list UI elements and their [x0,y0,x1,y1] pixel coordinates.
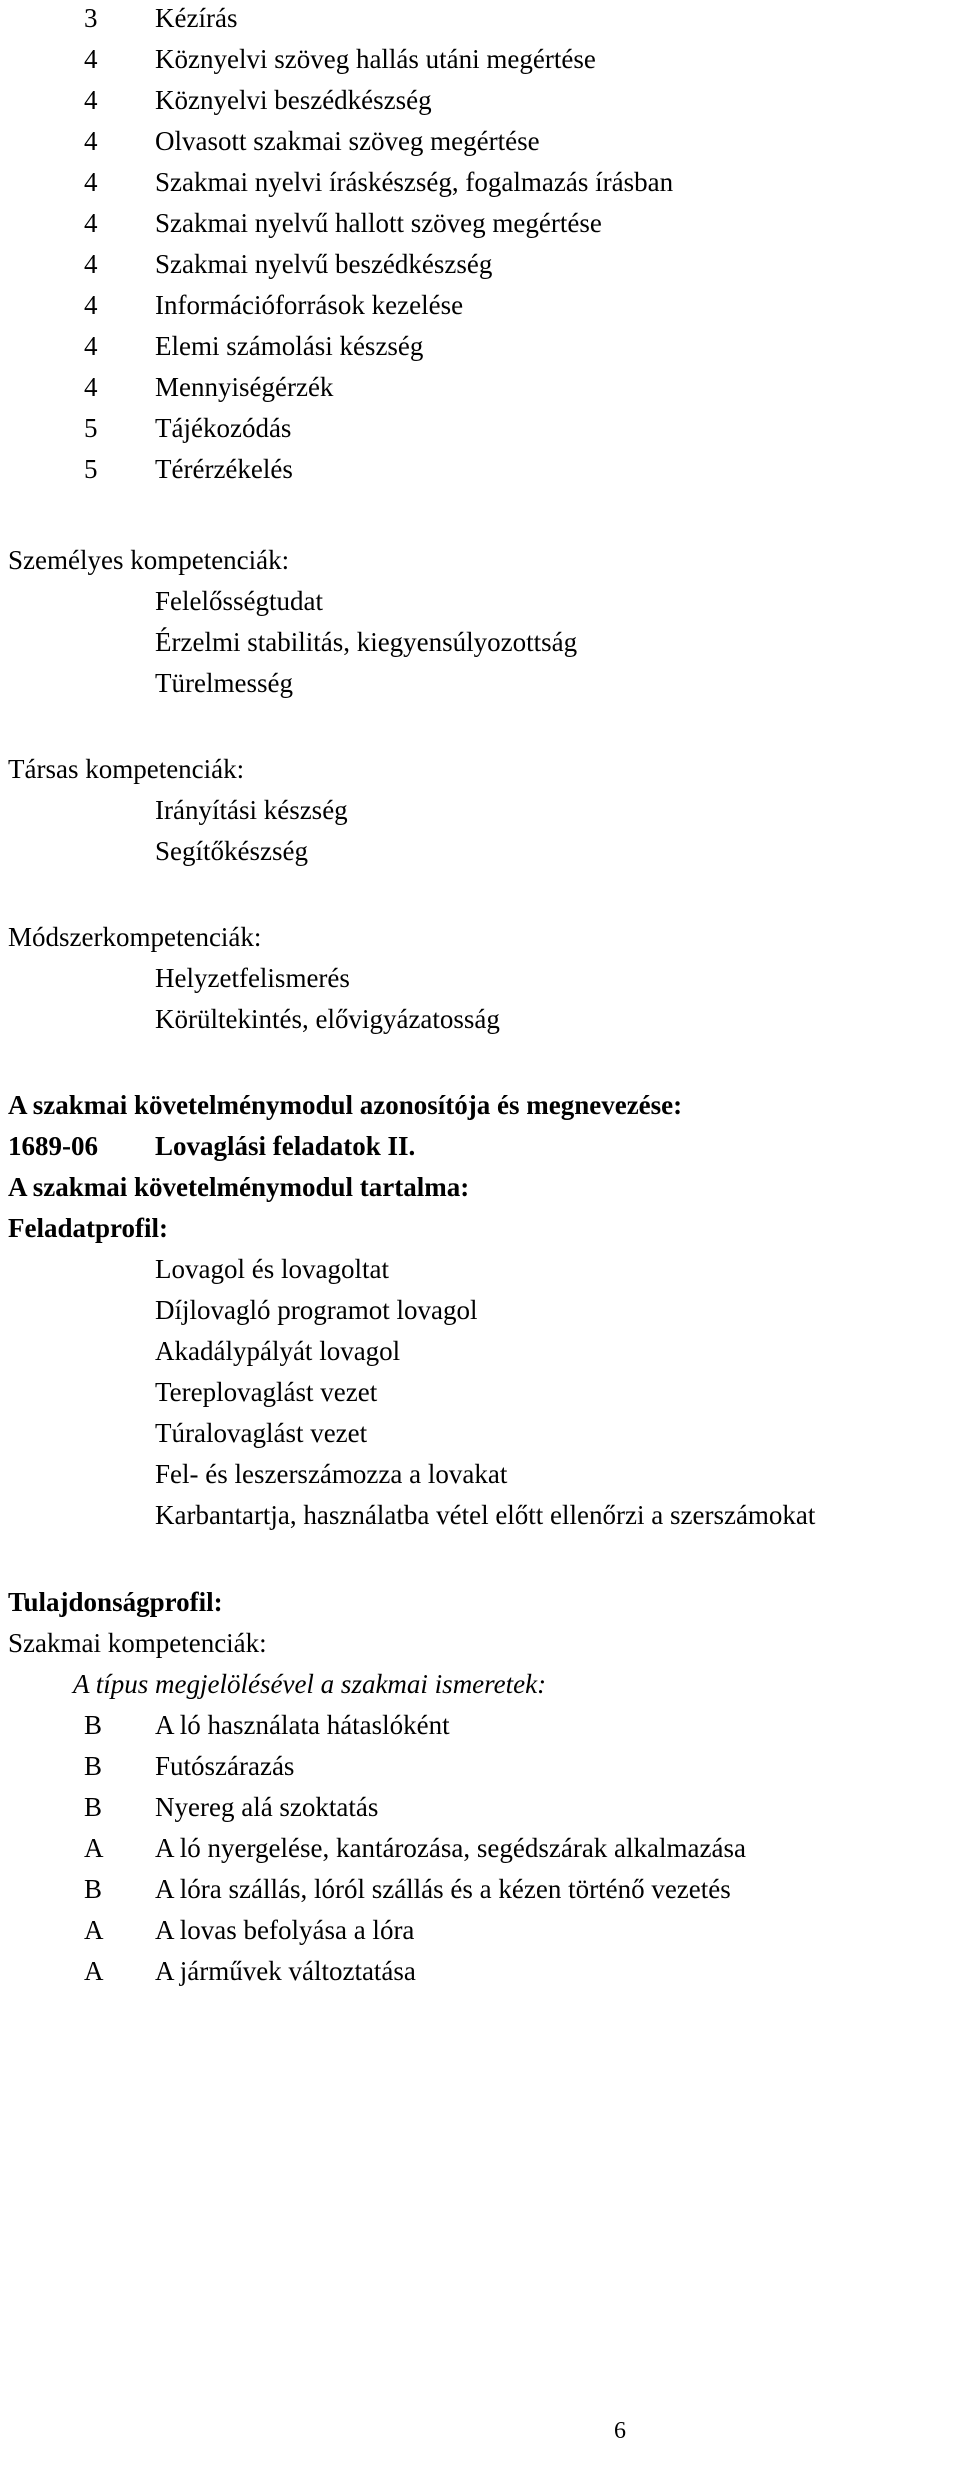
module-content-heading: A szakmai követelménymodul tartalma: [8,1172,470,1202]
knowledge-type: B [84,1792,103,1822]
skill-label: Tájékozódás [155,413,292,443]
knowledge-type: B [84,1710,103,1740]
skill-level: 4 [84,44,98,74]
social-competencies-heading: Társas kompetenciák: [8,754,245,784]
task-profile-heading: Feladatprofil: [8,1213,168,1243]
module-id-heading: A szakmai követelménymodul azonosítója és megnevezése: [8,1090,683,1120]
skill-level: 4 [84,126,98,156]
page-number: 6 [614,2418,626,2444]
professional-competencies-heading: Szakmai kompetenciák: [8,1628,267,1658]
skill-label: Szakmai nyelvű hallott szöveg megértése [155,208,602,238]
skill-level: 4 [84,167,98,197]
list-item: Helyzetfelismerés [155,963,350,993]
knowledge-label: A ló használata hátaslóként [155,1710,450,1740]
list-item: Akadálypályát lovagol [155,1336,401,1366]
personal-competencies-heading: Személyes kompetenciák: [8,545,290,575]
skill-level: 4 [84,372,98,402]
skill-level: 4 [84,290,98,320]
skill-label: Szakmai nyelvi íráskészség, fogalmazás írásban [155,167,674,197]
skill-label: Olvasott szakmai szöveg megértése [155,126,540,156]
skill-label: Szakmai nyelvű beszédkészség [155,249,493,279]
knowledge-type: A [84,1915,104,1945]
method-competencies-heading: Módszerkompetenciák: [8,922,262,952]
module-name: Lovaglási feladatok II. [155,1131,416,1161]
list-item: Segítőkészség [155,836,308,866]
knowledge-label: A lóra szállás, lóról szállás és a kézen történő vezetés [155,1874,731,1904]
skill-label: Információforrások kezelése [155,290,464,320]
skill-level: 5 [84,454,98,484]
list-item: Érzelmi stabilitás, kiegyensúlyozottság [155,627,578,657]
knowledge-label: Nyereg alá szoktatás [155,1792,379,1822]
list-item: Irányítási készség [155,795,348,825]
skill-label: Köznyelvi beszédkészség [155,85,432,115]
list-item: Körültekintés, elővigyázatosság [155,1004,500,1034]
list-item: Túralovaglást vezet [155,1418,368,1448]
knowledge-type: A [84,1956,104,1986]
knowledge-type: A [84,1833,104,1863]
knowledge-label: A járművek változtatása [155,1956,416,1986]
skill-label: Térérzékelés [155,454,293,484]
list-item: Díjlovagló programot lovagol [155,1295,478,1325]
skill-level: 4 [84,208,98,238]
skill-level: 5 [84,413,98,443]
module-code: 1689-06 [8,1131,98,1161]
skill-label: Mennyiségérzék [155,372,334,402]
skill-label: Köznyelvi szöveg hallás utáni megértése [155,44,596,74]
knowledge-label: A ló nyergelése, kantározása, segédszárak alkalmazása [155,1833,746,1863]
skill-label: Elemi számolási készség [155,331,424,361]
skill-level: 4 [84,249,98,279]
knowledge-type: B [84,1874,103,1904]
knowledge-label: Futószárazás [155,1751,295,1781]
list-item: Fel- és leszerszámozza a lovakat [155,1459,508,1489]
skill-level: 4 [84,85,98,115]
skill-level: 3 [84,3,98,33]
knowledge-type: B [84,1751,103,1781]
list-item: Tereplovaglást vezet [155,1377,378,1407]
list-item: Lovagol és lovagoltat [155,1254,389,1284]
knowledge-label: A lovas befolyása a lóra [155,1915,415,1945]
property-profile-heading: Tulajdonságprofil: [8,1587,223,1617]
type-note: A típus megjelölésével a szakmai ismeretek: [73,1669,547,1699]
list-item: Karbantartja, használatba vétel előtt ellenőrzi a szerszámokat [155,1500,816,1530]
list-item: Türelmesség [155,668,293,698]
list-item: Felelősségtudat [155,586,323,616]
skill-label: Kézírás [155,3,238,33]
skill-level: 4 [84,331,98,361]
